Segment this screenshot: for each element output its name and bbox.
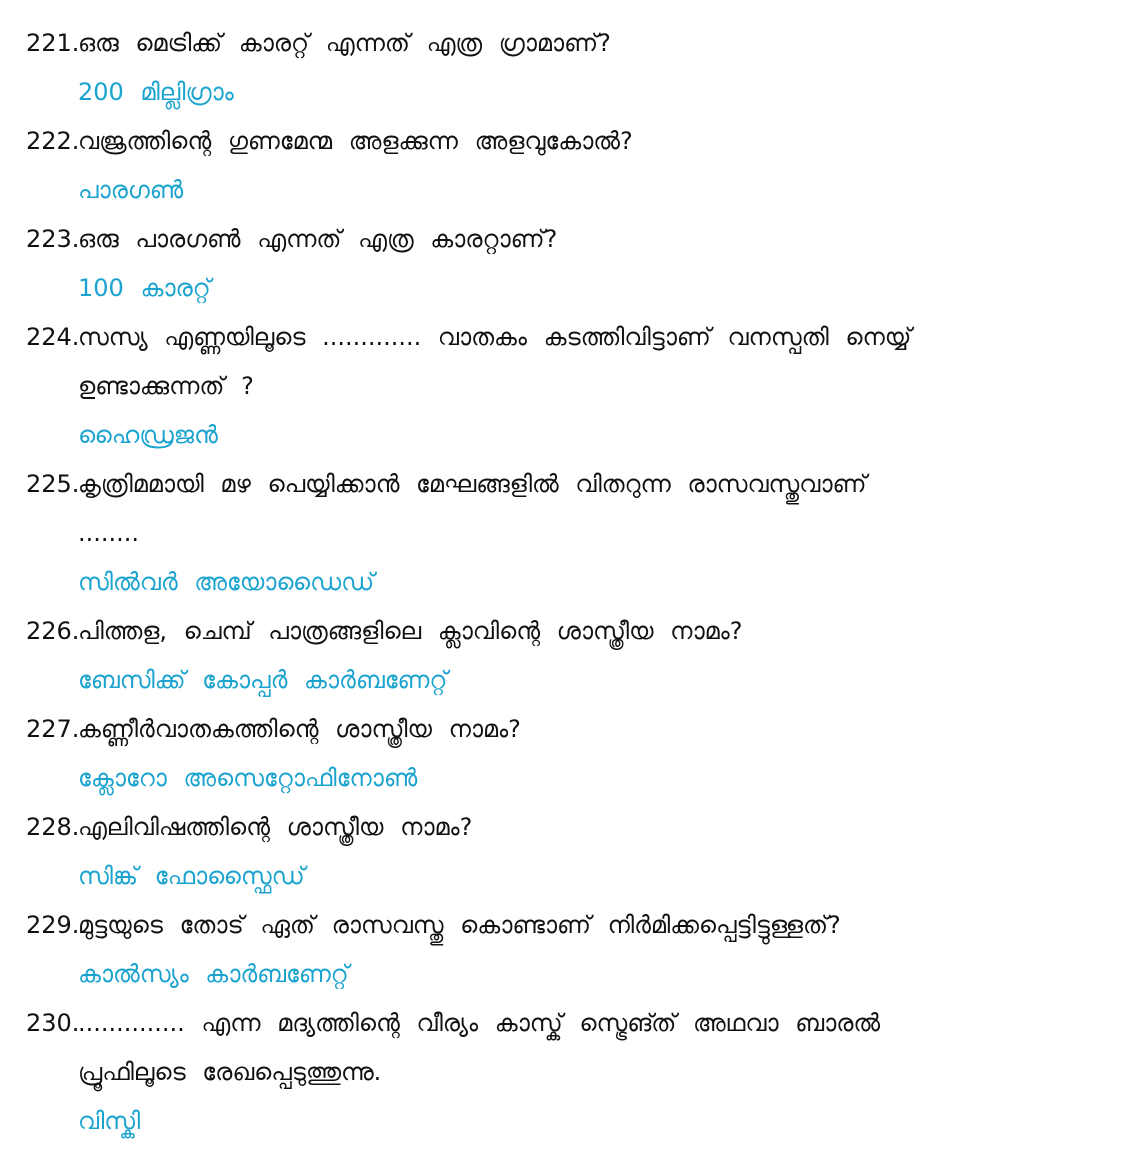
answer-222 xyxy=(0,170,1121,210)
question-225-continued xyxy=(0,513,1121,553)
question-text: വജ്രത്തിന്റെ ഗുണമേന്മ അളക്കുന്ന അളവുകോൽ? xyxy=(78,127,633,155)
answer-229 xyxy=(0,954,1121,994)
question-text: ഒരു പാരഗൺ എന്നത് എത്ര കാരറ്റാണ്? xyxy=(78,225,558,253)
question-number: 223. xyxy=(26,225,80,253)
answer-text: ക്ലോറോ അസെറ്റോഫിനോൺ xyxy=(78,764,418,792)
question-227 xyxy=(0,709,1121,749)
question-number: 221. xyxy=(26,29,80,57)
question-221 xyxy=(0,23,1121,63)
question-text: ........ xyxy=(78,519,140,547)
question-text: പിത്തള, ചെമ്പ് പാത്രങ്ങളിലെ ക്ലാവിന്റെ ശാസ്ത്രീയ നാമം? xyxy=(78,617,743,645)
answer-text: ബേസിക്ക് കോപ്പർ കാർബണേറ്റ് xyxy=(78,666,448,694)
question-text: സസ്യ എണ്ണയിലൂടെ ............. വാതകം കടത്തിവിട്ടാണ് വനസ്പതി നെയ്യ് xyxy=(78,323,912,351)
question-224-continued xyxy=(0,366,1121,406)
answer-230 xyxy=(0,1101,1121,1141)
question-number: 230. xyxy=(26,1009,80,1037)
question-230 xyxy=(0,1003,1121,1043)
question-230-continued xyxy=(0,1052,1121,1092)
question-text: .............. എന്ന മദ്യത്തിന്റെ വീര്യം കാസ്ക് സ്ട്രെങ്ത് അഥവാ ബാരൽ xyxy=(78,1009,881,1037)
question-text: ഒരു മെട്രിക്ക് കാരറ്റ് എന്നത് എത്ര ഗ്രാമാണ്? xyxy=(78,29,611,57)
answer-225 xyxy=(0,562,1121,602)
answer-text: കാൽസ്യം കാർബണേറ്റ് xyxy=(78,960,349,988)
answer-224 xyxy=(0,415,1121,455)
question-226 xyxy=(0,611,1121,651)
answer-text: 100 കാരറ്റ് xyxy=(78,274,211,302)
question-number: 222. xyxy=(26,127,80,155)
answer-text: സിങ്ക് ഫോസ്ഫൈഡ് xyxy=(78,862,305,890)
answer-text: ഹൈഡ്രജൻ xyxy=(78,421,218,449)
question-number: 227. xyxy=(26,715,80,743)
answer-text: പാരഗൺ xyxy=(78,176,184,204)
answer-text: സിൽവർ അയോഡൈഡ് xyxy=(78,568,375,596)
question-text: കൃത്രിമമായി മഴ പെയ്യിക്കാൻ മേഘങ്ങളിൽ വിതറുന്ന രാസവസ്തുവാണ് xyxy=(78,470,867,498)
question-229 xyxy=(0,905,1121,945)
question-224 xyxy=(0,317,1121,357)
question-225 xyxy=(0,464,1121,504)
question-number: 226. xyxy=(26,617,80,645)
question-text: കണ്ണീർവാതകത്തിന്റെ ശാസ്ത്രീയ നാമം? xyxy=(78,715,521,743)
question-text: എലിവിഷത്തിന്റെ ശാസ്ത്രീയ നാമം? xyxy=(78,813,473,841)
answer-221 xyxy=(0,72,1121,112)
answer-228 xyxy=(0,856,1121,896)
question-number: 224. xyxy=(26,323,80,351)
question-222 xyxy=(0,121,1121,161)
question-223 xyxy=(0,219,1121,259)
answer-227 xyxy=(0,758,1121,798)
question-number: 228. xyxy=(26,813,80,841)
question-number: 229. xyxy=(26,911,80,939)
question-text: പ്രൂഫിലൂടെ രേഖപ്പെടുത്തുന്നു. xyxy=(78,1058,382,1086)
question-text: ഉണ്ടാക്കുന്നത് ? xyxy=(78,372,254,400)
question-228 xyxy=(0,807,1121,847)
answer-text: വിസ്കി xyxy=(78,1107,141,1135)
answer-text: 200 മില്ലിഗ്രാം xyxy=(78,78,234,106)
question-text: മുട്ടയുടെ തോട് ഏത് രാസവസ്തു കൊണ്ടാണ് നിർമിക്കപ്പെട്ടിട്ടുള്ളത്? xyxy=(78,911,841,939)
question-number: 225. xyxy=(26,470,80,498)
answer-226 xyxy=(0,660,1121,700)
answer-223 xyxy=(0,268,1121,308)
